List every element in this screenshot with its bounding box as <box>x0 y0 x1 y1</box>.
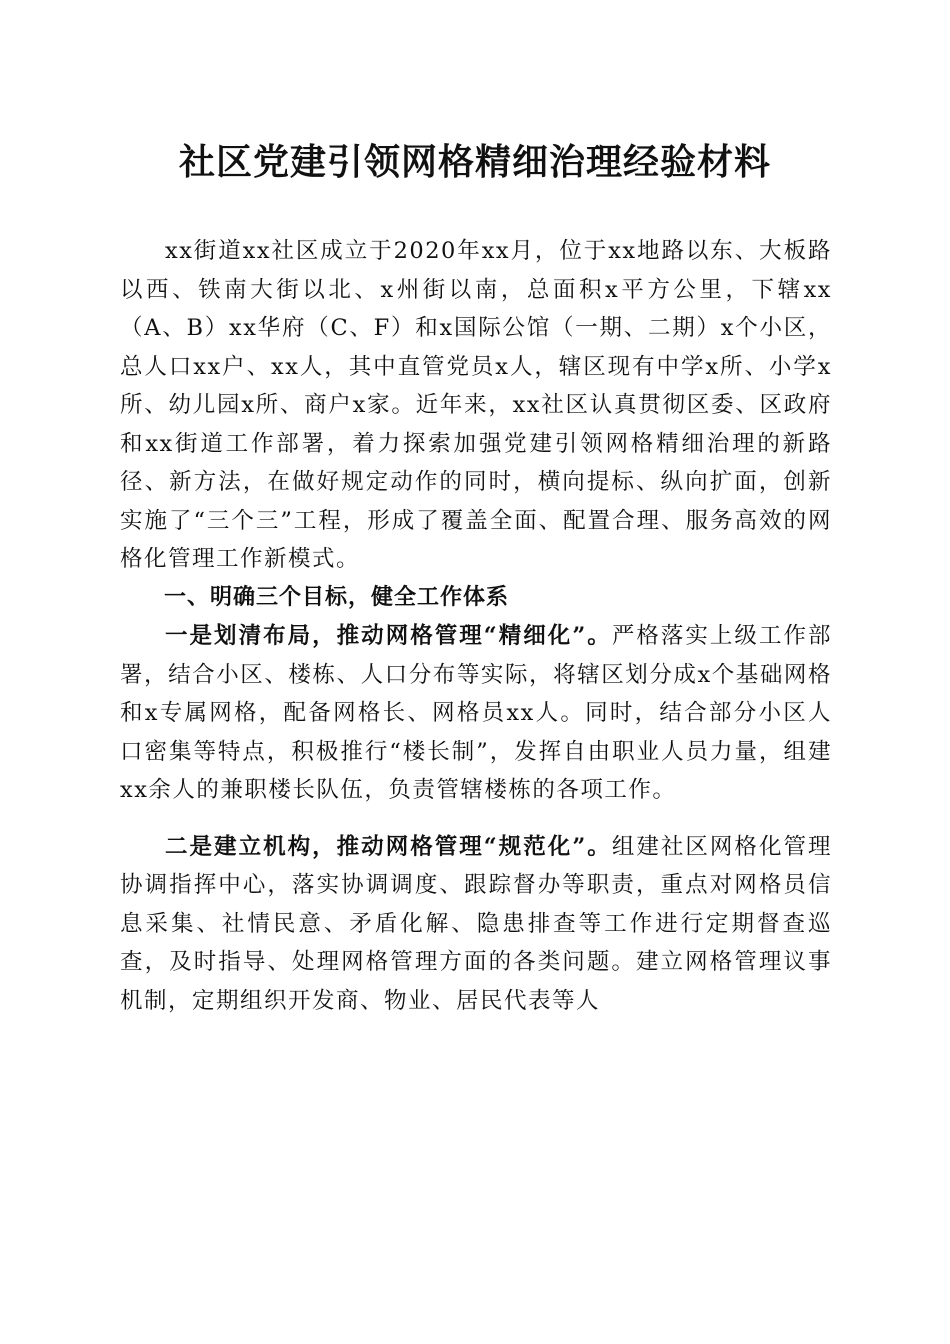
item-text-2: 组建社区网格化管理协调指挥中心，落实协调调度、跟踪督办等职责，重点对网格员信息采集、社情民意、矛盾化解、隐患排查等工作进行定期督查巡查，及时指导、处理网格管理方面的各类问题。建立网格管理议事机制，定期组织开发商、物业、居民代表等人 <box>120 833 832 1014</box>
document-body <box>120 232 832 1020</box>
intro-paragraph: xx街道xx社区成立于2020年xx月，位于xx地路以东、大板路以西、铁南大街以北、x州街以南，总面积x平方公里，下辖xx（A、B）xx华府（C、F）和x国际公馆（一期、二期）x个小区，总人口xx户、xx人，其中直管党员x人，辖区现有中学x所、小学x所、幼儿园x所、商户x家。近年来，xx社区认真贯彻区委、区政府和xx街道工作部署，着力探索加强党建引领网格精细治理的新路径、新方法，在做好规定动作的同时，横向提标、纵向扩面，创新实施了“三个三”工程，形成了覆盖全面、配置合理、服务高效的网格化管理工作新模式。 <box>120 238 832 572</box>
item-paragraph-1 <box>120 617 832 810</box>
item-lead-2: 二是建立机构，推动网格管理“规范化”。 <box>165 833 612 860</box>
section-heading: 一、明确三个目标，健全工作体系 <box>164 584 510 610</box>
document-title: 社区党建引领网格精细治理经验材料 <box>178 141 771 183</box>
item-lead-1: 一是划清布局，推动网格管理“精细化”。 <box>165 623 612 649</box>
item-text-1: 严格落实上级工作部署，结合小区、楼栋、人口分布等实际，将辖区划分成x个基础网格和x专属网格，配备网格长、网格员xx人。同时，结合部分小区人口密集等特点，积极推行“楼长制”，发挥自由职业人员力量，组建xx余人的兼职楼长队伍，负责管辖楼栋的各项工作。 <box>120 623 832 803</box>
item-paragraph-2 <box>120 828 832 1021</box>
